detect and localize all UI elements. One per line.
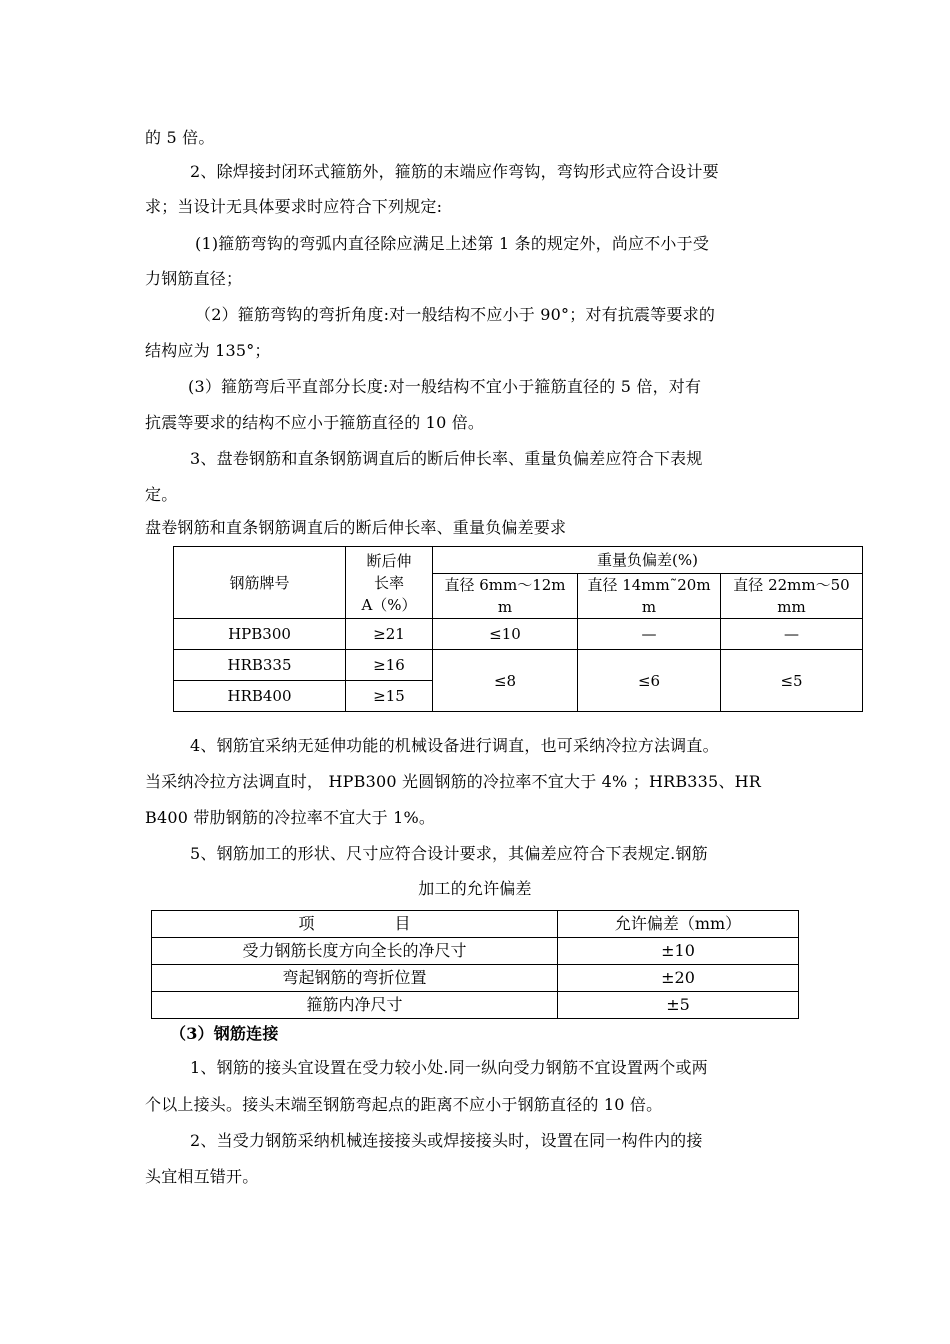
cell-dev: —	[578, 619, 721, 650]
header-dia-2	[578, 574, 721, 619]
cell-grade: HRB335	[174, 650, 346, 681]
header-elongation	[346, 547, 433, 619]
para-line: (3）箍筋弯后平直部分长度:对一般结构不宜小于箍筋直径的 5 倍，对有	[188, 377, 702, 396]
cell-elongation: ≥16	[346, 650, 433, 681]
header-elongation-line: A（%）	[361, 595, 417, 614]
header-dia-line: 直径 6mm～12m	[444, 576, 566, 594]
header-dia-line: m	[641, 598, 657, 616]
header-dia-line: 直径 22mm～50	[733, 576, 850, 594]
para-line: B400 带肋钢筋的冷拉率不宜大于 1%。	[145, 808, 436, 827]
para-line: 求；当设计无具体要求时应符合下列规定:	[145, 197, 443, 216]
para-line: 定。	[145, 485, 178, 504]
header-elongation-line: 断后伸	[366, 551, 412, 570]
para-line: 1、钢筋的接头宜设置在受力较小处.同一纵向受力钢筋不宜设置两个或两	[190, 1058, 708, 1077]
cell-grade: HPB300	[174, 619, 346, 650]
cell-tolerance: ±5	[558, 992, 799, 1019]
header-dia-3	[721, 574, 863, 619]
header-dia-1	[433, 574, 578, 619]
para-line: 抗震等要求的结构不应小于箍筋直径的 10 倍。	[145, 413, 485, 432]
para-line: 的 5 倍。	[145, 128, 215, 147]
para-line: 当采纳冷拉方法调直时， HPB300 光圆钢筋的冷拉率不宜大于 4% ；HRB335、HR	[145, 772, 762, 791]
para-line: 2、除焊接封闭环式箍筋外，箍筋的末端应作弯钩，弯钩形式应符合设计要	[190, 162, 719, 181]
cell-dev-merged: ≤6	[578, 650, 721, 712]
header-dia-line: 直径 14mm˜20m	[587, 576, 711, 594]
header-elongation-line: 长率	[373, 573, 404, 592]
cell-item: 受力钢筋长度方向全长的净尺寸	[152, 938, 558, 965]
cell-dev-merged: ≤5	[721, 650, 863, 712]
cell-item: 箍筋内净尺寸	[152, 992, 558, 1019]
table-caption: 盘卷钢筋和直条钢筋调直后的断后伸长率、重量负偏差要求	[145, 518, 567, 537]
para-line: 3、盘卷钢筋和直条钢筋调直后的断后伸长率、重量负偏差应符合下表规	[190, 449, 703, 468]
para-line: 头宜相互错开。	[145, 1167, 259, 1186]
header-dia-line: mm	[777, 598, 806, 616]
para-line: 结构应为 135°；	[145, 341, 271, 360]
para-line: （2）箍筋弯钩的弯折角度:对一般结构不应小于 90°；对有抗震等要求的	[195, 305, 716, 324]
cell-dev: —	[721, 619, 863, 650]
cell-tolerance: ±20	[558, 965, 799, 992]
tolerance-table	[151, 910, 799, 1019]
header-item: 项 目	[152, 911, 558, 938]
para-line: 个以上接头。接头末端至钢筋弯起点的距离不应小于钢筋直径的 10 倍。	[145, 1095, 663, 1114]
para-line: (1)箍筋弯钩的弯弧内直径除应满足上述第 1 条的规定外，尚应不小于受	[195, 234, 710, 253]
cell-dev: ≤10	[433, 619, 578, 650]
cell-grade: HRB400	[174, 681, 346, 712]
header-dia-line: m	[497, 598, 513, 616]
cell-elongation: ≥21	[346, 619, 433, 650]
section-heading: （3）钢筋连接	[170, 1024, 279, 1043]
para-line: 5、钢筋加工的形状、尺寸应符合设计要求，其偏差应符合下表规定.钢筋	[190, 844, 708, 863]
table-caption: 加工的允许偏差	[418, 879, 532, 898]
cell-dev-merged: ≤8	[433, 650, 578, 712]
cell-tolerance: ±10	[558, 938, 799, 965]
para-line: 力钢筋直径；	[145, 269, 243, 288]
para-line: 2、当受力钢筋采纳机械连接接头或焊接接头时，设置在同一构件内的接	[190, 1131, 703, 1150]
header-tolerance: 允许偏差（mm）	[558, 911, 799, 938]
para-line: 4、钢筋宜采纳无延伸功能的机械设备进行调直，也可采纳冷拉方法调直。	[190, 736, 719, 755]
elongation-table	[173, 546, 863, 712]
cell-item: 弯起钢筋的弯折位置	[152, 965, 558, 992]
cell-elongation: ≥15	[346, 681, 433, 712]
header-grade: 钢筋牌号	[174, 547, 346, 619]
header-deviation: 重量负偏差(%)	[433, 547, 863, 574]
